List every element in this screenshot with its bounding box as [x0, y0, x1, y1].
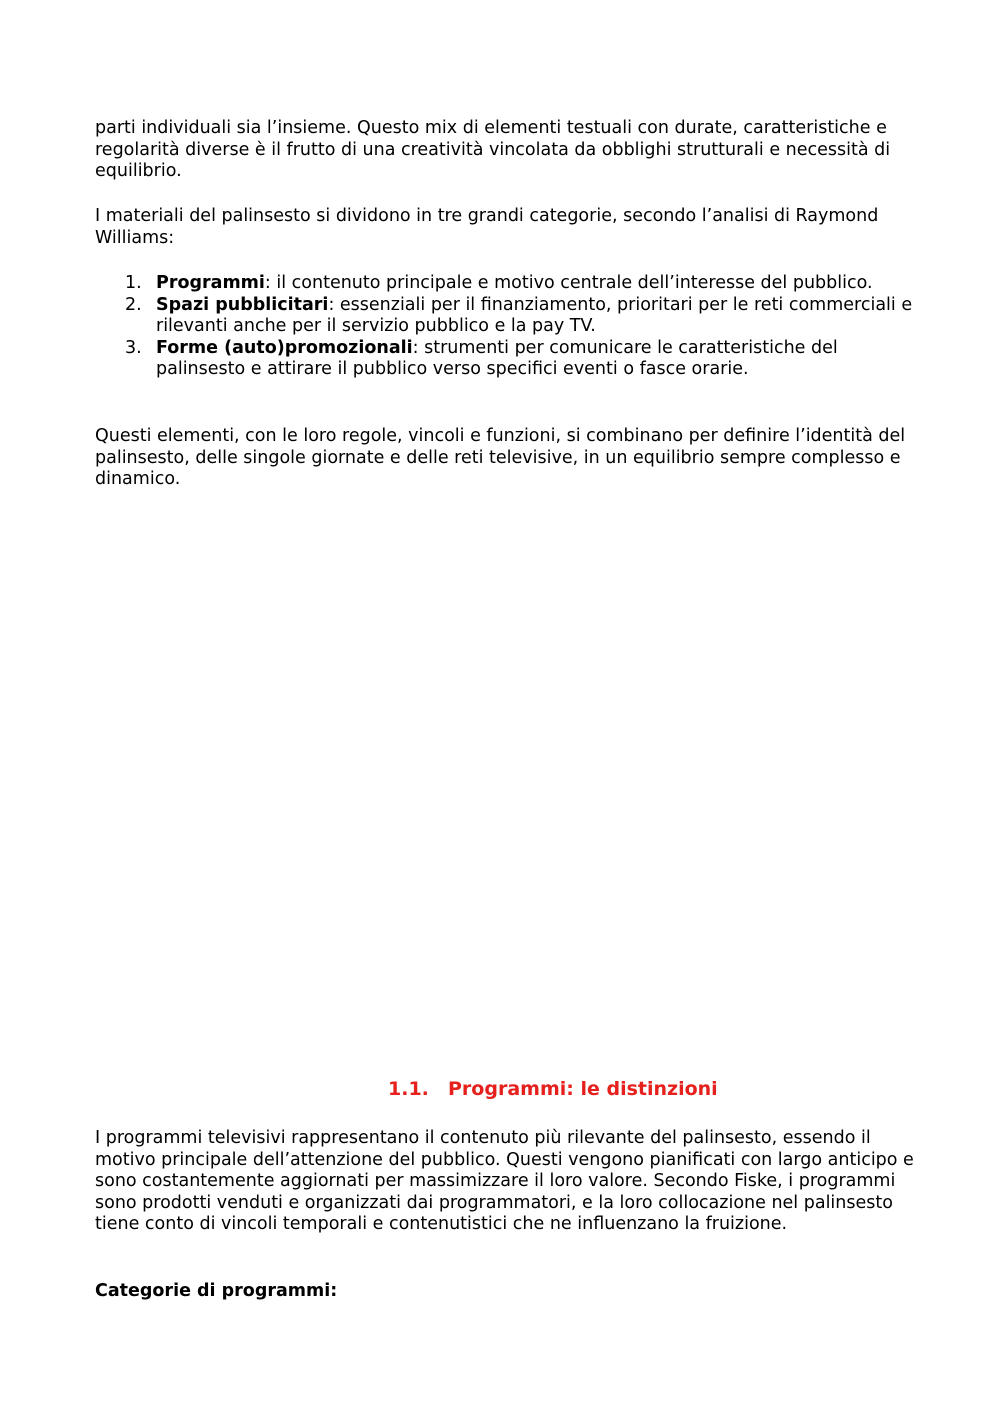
list-item-text: : essenziali per il finanziamento, prioritari per le reti commerciali e rilevanti anche per il servizio pubblico e la pay TV. [156, 294, 913, 337]
list-item-term: Spazi pubblicitari [156, 294, 329, 315]
section-number: 1.1. [388, 1078, 429, 1100]
list-item-number: 1. [125, 273, 142, 293]
paragraph-conclusion: Questi elementi, con le loro regole, vincoli e funzioni, si combinano per definire l’identità del palinsesto, delle singole giornate e delle reti televisive, in un equilibrio sempre complesso e dinamico. [95, 426, 906, 490]
list-item-term: Programmi [156, 273, 265, 293]
list-item-text: : strumenti per comunicare le caratteristiche del palinsesto e attirare il pubblico verso specifici eventi o fasce orarie. [156, 337, 838, 380]
paragraph-intro-continuation: parti individuali sia l’insieme. Questo mix di elementi testuali con durate, caratteristiche e regolarità diverse è il frutto di una creatività vincolata da obblighi strutturali e necessità di equilibrio. [95, 118, 891, 182]
list-item-text: : il contenuto principale e motivo centrale dell’interesse del pubblico. [264, 273, 873, 293]
list-item-number: 3. [125, 337, 142, 358]
list-item [95, 273, 915, 295]
materials-list [95, 273, 915, 381]
paragraph-materials-intro: I materiali del palinsesto si dividono in tre grandi categorie, secondo l’analisi di Raymond Williams: [95, 206, 879, 248]
list-item-number: 2. [125, 294, 142, 315]
section-heading [388, 1077, 718, 1101]
section-title: Programmi: le distinzioni [448, 1078, 718, 1100]
list-item [95, 338, 915, 381]
list-item-term: Forme (auto)promozionali [156, 337, 413, 358]
list-item [95, 295, 915, 338]
subheading-program-categories: Categorie di programmi: [95, 1281, 338, 1301]
paragraph-programs: I programmi televisivi rappresentano il contenuto più rilevante del palinsesto, essendo il motivo principale dell’attenzione del pubblico. Questi vengono pianificati con largo anticipo e sono costantemente aggiornati per massimizzare il loro valore. Secondo Fiske, i programmi sono prodotti venduti e organizzati dai programmatori, e la loro collocazione nel palinsesto tiene conto di vincoli temporali e contenutistici che ne influenzano la fruizione. [95, 1128, 914, 1235]
